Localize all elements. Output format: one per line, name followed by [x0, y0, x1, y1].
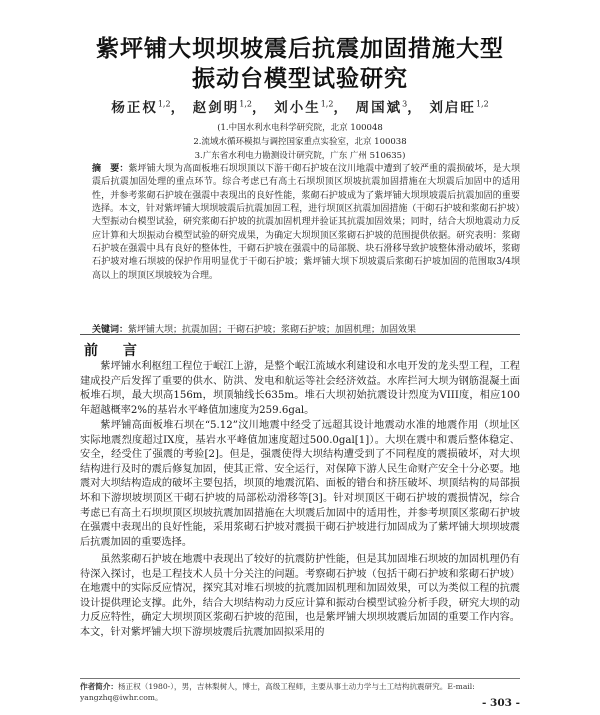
author: 杨正权$^{1,2}$	[111, 99, 171, 116]
paper-title-line-1: 紫坪铺大坝坝坡震后抗震加固措施大型	[96, 36, 504, 62]
page-number: - 303 -	[482, 697, 520, 709]
footnote-text: 杨正权（1980-），男，吉林梨树人，博士，高级工程师，主要从事土动力学与土工结构抗震研究。E-mail: yangzhq@iwhr.com。	[80, 682, 475, 702]
author: 刘启旺$^{1,2}$	[429, 99, 489, 116]
footnote-divider	[80, 678, 520, 679]
body-paragraph: 虽然浆砌石护坡在地震中表现出了较好的抗震防护性能，但是其加固堆石坝坡的加固机理仍有待深入探讨，也是工程技术人员十分关注的问题。考察砌石护坡（包括干砌石护坡和浆砌石护坡）在地震中的实际反应情况，探究其对堆石坝坡的抗震加固机理和加固效果，可以为类似工程的抗震设计提供理论支撑。此外，结合大坝结构动力反应计算和振动台模型试验分析手段，研究大坝的动力反应特性，确定大坝坝顶区浆砌石护坡的范围，也是紫坪铺大坝坝坡震后加固的重要工作内容。本文，针对紫坪铺大坝下游坝坡震后抗震加固拟采用的	[80, 554, 520, 638]
affiliation: 3.广东省水利电力勘测设计研究院，广东 广州 510635)	[194, 151, 406, 161]
affiliation: 2.流域水循环模拟与调控国家重点实验室，北京 100038	[193, 137, 407, 147]
footnote-label: 作者简介：	[80, 682, 118, 691]
abstract	[92, 163, 520, 283]
paper-title-line-2: 振动台模型试验研究	[192, 66, 408, 92]
author: 刘小生$^{1,2}$	[274, 99, 334, 116]
abstract-label: 摘 要：	[92, 164, 129, 174]
keywords-text: 紫坪铺大坝；抗震加固；干砌石护坡；浆砌石护坡；加固机理；加固效果	[128, 325, 417, 335]
author-list: 杨正权$^{1,2}$， 赵剑明$^{1,2}$， 刘小生$^{1,2}$， 周国斌$^3$， 刘启旺$^{1,2}$	[111, 99, 489, 116]
author: 赵剑明$^{1,2}$	[192, 99, 252, 116]
author-footnote	[80, 681, 520, 703]
abstract-text: 紫坪铺大坝为高面板堆石坝坝顶以下游干砌石护坡在汶川地震中遭到了较严重的震损破坏，是大坝震后抗震加固处理的重点环节。综合考虑已有高土石坝坝顶区坝坡抗震加固措施在大坝震后加固中的适用性，并参考浆砌石护坡在强震中表现出的良好性能，浆砌石护坡成为了紫坪铺大坝坝坡震后抗震加固的重要选择。本文，针对紫坪铺大坝坝坡震后抗震加固工程，进行坝顶区抗震加固措施（干砌石护坡和浆砌石护坡）大型振动台模型试验，研究浆砌石护坡的抗震加固机理并验证其抗震加固效果；同时，结合大坝地震动力反应计算和大坝振动台模型试验的研究成果，为确定大坝坝顶区浆砌石护坡的范围提供依据。研究表明：浆砌石护坡在强震中具有良好的整体性，干砌石护坡在强震中的局部脱、块石滑移导致护坡整体滑动破坏，浆砌石护坡对堆石坝坡的保护作用明显优于干砌石护坡；紫坪铺大坝下坝坡震后浆砌石护坡加固的范围取3/4坝高以上的坝顶区坝坡较为合理。	[92, 164, 520, 281]
body-paragraph: 紫坪铺水利枢纽工程位于岷江上游，是整个岷江流域水利建设和水电开发的龙头型工程，工程建成投产后发挥了重要的供水、防洪、发电和航运等社会经济效益。水库拦河大坝为钢筋混凝土面板堆石坝，最大坝高156m，坝顶轴线长635m。堆石大坝初始抗震设计烈度为VIII度，相应100年超越概率2%的基岩水平峰值加速度为259.6gal。	[80, 361, 520, 416]
section-divider	[80, 334, 520, 335]
body-paragraph: 紫坪铺高面板堆石坝在“5.12”汶川地震中经受了远超其设计地震动水准的地震作用（坝址区实际地震烈度超过IX度，基岩水平峰值加速度超过500.0gal[1]）。大坝在震中和震后整体稳定、安全，经受住了强震的考验[2]。但是，强震使得大坝结构遭受到了不同程度的震损破坏，对大坝结构进行及时的震后修复加固，使其正常、安全运行，对保障下游人民生命财产安全十分必要。地震对大坝结构造成的破坏主要包括，坝顶的地震沉陷、面板的错台和挤压破坏、坝顶结构的局部损坏和下游坝坡坝顶区干砌石护坡的局部松动滑移等[3]。针对坝顶区干砌石护坡的震损情况，综合考虑已有高土石坝坝顶区坝坡抗震加固措施在大坝震后加固中的适用性，并参考坝顶区浆砌石护坡在强震中表现出的良好性能，采用浆砌石护坡对震损干砌石护坡进行加固成为了紫坪铺大坝坝坡震后抗震加固的重要选择。	[80, 420, 520, 548]
author: 周国斌$^3$	[355, 99, 408, 116]
keywords-label: 关键词：	[92, 325, 129, 335]
affiliation: (1.中国水利水电科学研究院，北京 100048	[217, 123, 383, 133]
section-heading: 前 言	[84, 343, 147, 359]
